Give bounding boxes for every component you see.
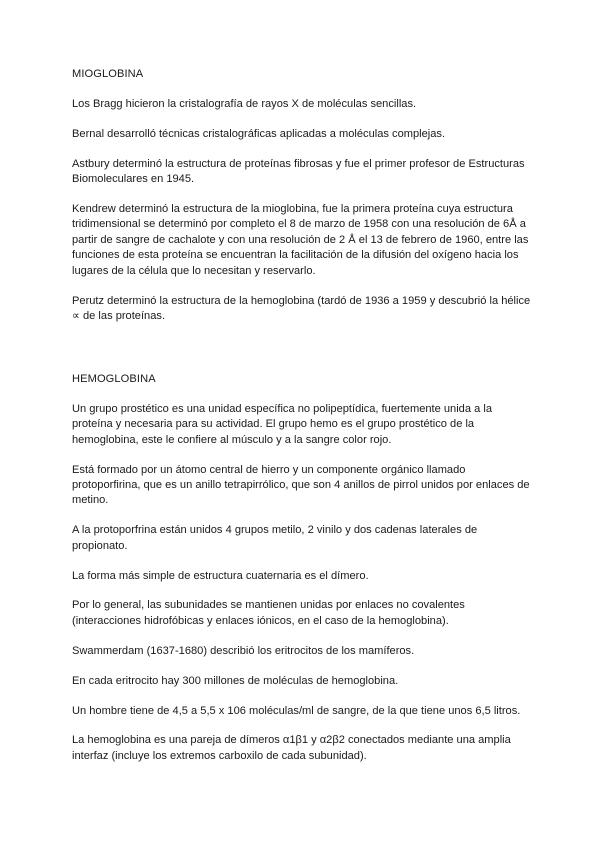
paragraph: En cada eritrocito hay 300 millones de moléculas de hemoglobina. bbox=[72, 674, 399, 687]
document-page bbox=[72, 67, 532, 779]
paragraph: Los Bragg hicieron la cristalografía de rayos X de moléculas sencillas. bbox=[72, 97, 417, 110]
section-heading-hemoglobina: HEMOGLOBINA bbox=[72, 372, 156, 385]
paragraph: Swammerdam (1637-1680) describió los eritrocitos de los mamíferos. bbox=[72, 644, 415, 657]
paragraph: Astbury determinó la estructura de proteínas fibrosas y fue el primer profesor de Estructuras Biomoleculares en 1945. bbox=[72, 157, 525, 186]
paragraph: La forma más simple de estructura cuaternaria es el dímero. bbox=[72, 569, 369, 582]
paragraph: Está formado por un átomo central de hierro y un componente orgánico llamado protoporfirina, que es un anillo tetrapirrólico, que son 4 anillos de pirrol unidos por enlaces de metino. bbox=[72, 463, 530, 507]
paragraph: Kendrew determinó la estructura de la mioglobina, fue la primera proteína cuya estructura tridimensional se determinó por completo el 8 de marzo de 1958 con una resolución de 6Å a partir de sangre de cachalote y con una resolución de 2 Å el 13 de febrero de 1960, entre las funciones de esta proteína se encuentran la facilitación de la difusión del oxígeno hacia los lugares de la célula que lo necesitan y reservarlo. bbox=[72, 203, 529, 277]
paragraph: Por lo general, las subunidades se mantienen unidas por enlaces no covalentes (interacciones hidrofóbicas y enlaces iónicos, en el caso de la hemoglobina). bbox=[72, 599, 465, 627]
paragraph: Bernal desarrolló técnicas cristalográficas aplicadas a moléculas complejas. bbox=[72, 127, 446, 140]
section-heading-mioglobina: MIOGLOBINA bbox=[72, 68, 144, 80]
paragraph: Perutz determinó la estructura de la hemoglobina (tardó de 1936 a 1959 y descubrió la hélice ∝ de las proteínas. bbox=[72, 294, 531, 322]
section-spacer bbox=[72, 339, 532, 372]
paragraph: A la protoporfrina están unidos 4 grupos metilo, 2 vinilo y dos cadenas laterales de propionato. bbox=[72, 524, 478, 552]
paragraph: Un hombre tiene de 4,5 a 5,5 x 106 moléculas/ml de sangre, de la que tiene unos 6,5 litros. bbox=[72, 704, 521, 717]
paragraph: Un grupo prostético es una unidad específica no polipeptídica, fuertemente unida a la proteína y necesaria para su actividad. El grupo hemo es el grupo prostético de la hemoglobina, este le confiere al músculo y a la sangre color rojo. bbox=[72, 402, 492, 446]
paragraph: La hemoglobina es una pareja de dímeros α1β1 y α2β2 conectados mediante una amplia interfaz (incluye los extremos carboxilo de cada subunidad). bbox=[72, 734, 511, 762]
